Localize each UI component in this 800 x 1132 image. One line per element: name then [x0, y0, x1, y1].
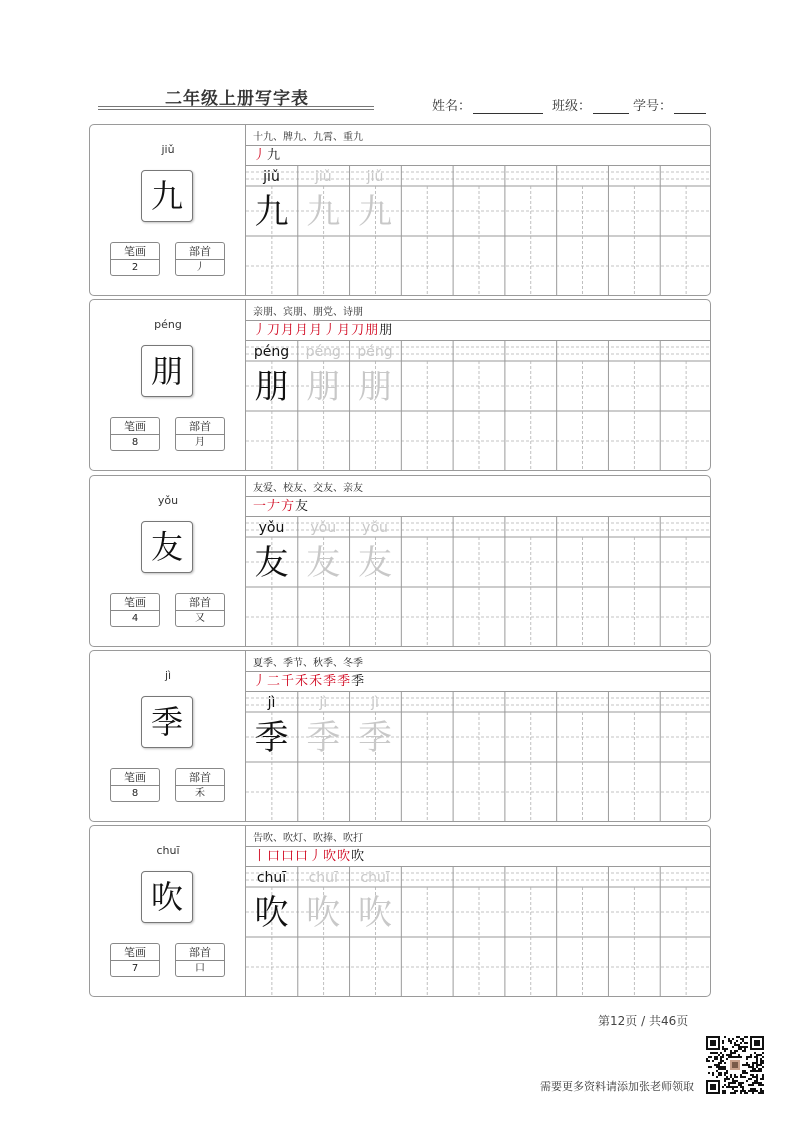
stroke-step: 口 — [281, 849, 296, 864]
stroke-step: 九 — [267, 148, 282, 163]
stroke-step: 一 — [253, 499, 268, 514]
qr-code-icon — [706, 1036, 764, 1094]
stroke-step: 季 — [351, 674, 366, 689]
stroke-step: 禾 — [295, 674, 310, 689]
grid-pinyin-trace: jì — [371, 695, 379, 711]
character-box — [141, 170, 193, 222]
name-field[interactable] — [432, 95, 543, 114]
grid-pinyin-trace: yǒu — [310, 520, 337, 536]
character-pinyin: chuī — [156, 844, 180, 857]
grid-character-trace: 友 — [358, 543, 393, 583]
stroke-count-value: 4 — [131, 613, 139, 624]
radical-value: 口 — [195, 963, 205, 974]
radical-value: 月 — [195, 437, 205, 448]
grid-pinyin-trace: chuī — [360, 870, 390, 886]
word-examples-row — [246, 476, 711, 497]
word-examples-row — [246, 651, 711, 672]
stroke-order-sequence — [253, 672, 365, 692]
radical-label: 部首 — [176, 594, 224, 611]
character-pinyin: péng — [154, 318, 182, 331]
radical-box — [175, 593, 225, 627]
stroke-count-value: 8 — [131, 788, 139, 799]
stroke-step: 朋 — [379, 323, 394, 338]
grid-pinyin: jiǔ — [263, 169, 280, 185]
stroke-step: 二 — [267, 674, 282, 689]
character-glyph: 友 — [150, 528, 183, 566]
radical-box — [175, 417, 225, 451]
character-info-panel — [90, 300, 246, 470]
stroke-step: 丿 — [253, 148, 268, 163]
character-pinyin: yǒu — [157, 494, 179, 507]
grid-pinyin-trace: chuī — [308, 870, 338, 886]
character-info-panel — [90, 651, 246, 821]
word-examples: 告吹、吹灯、吹捧、吹打 — [253, 833, 363, 844]
stroke-step: 𠂇 — [267, 499, 282, 514]
grid-pinyin-trace: péng — [357, 344, 393, 360]
stroke-count-box — [110, 943, 160, 977]
stroke-step: 朋 — [365, 323, 380, 338]
stroke-count-box — [110, 417, 160, 451]
character-card — [89, 299, 711, 471]
stroke-step: 丨 — [253, 849, 268, 864]
stroke-count-label: 笔画 — [111, 944, 159, 961]
radical-value: 禾 — [195, 788, 205, 799]
word-examples-row — [246, 125, 711, 146]
grid-pinyin: jì — [267, 695, 276, 711]
class-label: 班级： — [552, 99, 592, 114]
stroke-count-label: 笔画 — [111, 243, 159, 260]
radical-label: 部首 — [176, 944, 224, 961]
practice-panel — [246, 300, 711, 470]
grid-character-trace: 吹 — [306, 893, 341, 933]
writing-grid[interactable] — [246, 166, 711, 296]
grid-character: 季 — [254, 718, 289, 758]
stroke-step: 友 — [295, 499, 310, 514]
student-number-blank[interactable] — [674, 100, 706, 114]
page-title: 二年级上册写字表 — [165, 89, 309, 109]
character-box — [141, 871, 193, 923]
radical-label: 部首 — [176, 769, 224, 786]
character-card — [89, 650, 711, 822]
stroke-step: 月 — [281, 323, 296, 338]
radical-value: 丿 — [195, 262, 205, 273]
stroke-step: 月丿 — [309, 323, 338, 338]
stroke-count-label: 笔画 — [111, 769, 159, 786]
character-info-panel — [90, 826, 246, 996]
grid-character: 吹 — [254, 893, 289, 933]
radical-value: 又 — [195, 613, 205, 624]
grid-pinyin: chuī — [256, 870, 287, 886]
grid-character-trace: 九 — [358, 192, 393, 232]
grid-pinyin: péng — [253, 344, 290, 360]
writing-grid[interactable] — [246, 341, 711, 471]
character-card — [89, 124, 711, 296]
grid-character-trace: 友 — [306, 543, 341, 583]
word-examples: 友爱、校友、交友、亲友 — [253, 483, 363, 494]
radical-box — [175, 943, 225, 977]
student-number-field[interactable] — [633, 95, 706, 114]
stroke-order-sequence — [253, 321, 393, 341]
radical-box — [175, 242, 225, 276]
stroke-order-row — [246, 847, 711, 867]
character-glyph: 朋 — [150, 352, 183, 390]
grid-character: 友 — [254, 543, 289, 583]
stroke-step: 季 — [323, 674, 338, 689]
grid-character: 九 — [254, 192, 289, 232]
stroke-order-row — [246, 321, 711, 341]
stroke-count-label: 笔画 — [111, 594, 159, 611]
grid-character: 朋 — [254, 367, 289, 407]
character-pinyin: jiǔ — [161, 143, 175, 156]
stroke-step: 方 — [281, 499, 296, 514]
character-box — [141, 345, 193, 397]
character-card — [89, 825, 711, 997]
writing-grid[interactable] — [246, 517, 711, 647]
grid-character-trace: 朋 — [306, 367, 341, 407]
stroke-count-box — [110, 593, 160, 627]
radical-label: 部首 — [176, 418, 224, 435]
stroke-order-sequence — [253, 146, 281, 166]
stroke-count-value: 2 — [131, 262, 139, 273]
stroke-step: 吹 — [337, 849, 352, 864]
word-examples-row — [246, 826, 711, 847]
title-underline — [98, 106, 374, 107]
stroke-order-row — [246, 497, 711, 517]
grid-pinyin: yǒu — [258, 520, 285, 536]
stroke-step: 吹 — [323, 849, 338, 864]
footer-note: 需要更多资料请添加张老师领取 — [540, 1080, 694, 1093]
grid-character-trace: 九 — [306, 192, 341, 232]
stroke-step: 千 — [281, 674, 296, 689]
stroke-step: 月刀 — [337, 323, 366, 338]
word-examples: 十九、牌九、九霄、重九 — [253, 132, 363, 143]
grid-pinyin-trace: péng — [305, 344, 341, 360]
stroke-step: 丿 — [253, 674, 268, 689]
stroke-order-sequence — [253, 847, 365, 867]
grid-character-trace: 吹 — [358, 893, 393, 933]
grid-pinyin-trace: jiǔ — [314, 169, 332, 185]
grid-pinyin-trace: yǒu — [362, 520, 388, 536]
grid-pinyin-trace: jì — [319, 695, 328, 711]
class-blank[interactable] — [593, 100, 629, 114]
name-blank[interactable] — [473, 100, 543, 114]
stroke-step: 口丿 — [295, 849, 324, 864]
student-number-label: 学号： — [633, 99, 673, 114]
stroke-step: 禾 — [309, 674, 324, 689]
stroke-order-row — [246, 146, 711, 166]
stroke-count-label: 笔画 — [111, 418, 159, 435]
grid-pinyin-trace: jiǔ — [366, 169, 384, 185]
character-info-panel — [90, 125, 246, 295]
stroke-count-box — [110, 768, 160, 802]
practice-panel — [246, 651, 711, 821]
name-label: 姓名： — [432, 99, 472, 114]
grid-character-trace: 朋 — [358, 367, 393, 407]
character-glyph: 季 — [150, 703, 183, 741]
stroke-step: 月 — [295, 323, 310, 338]
practice-panel — [246, 826, 711, 996]
character-card — [89, 475, 711, 647]
title-underline-2 — [98, 109, 374, 110]
word-examples: 亲朋、宾朋、朋党、诗朋 — [253, 307, 363, 318]
word-examples-row — [246, 300, 711, 321]
stroke-count-value: 8 — [131, 437, 139, 448]
writing-grid[interactable] — [246, 692, 711, 822]
practice-panel — [246, 476, 711, 646]
radical-box — [175, 768, 225, 802]
stroke-step: 丿 — [253, 323, 268, 338]
stroke-step: 口 — [267, 849, 282, 864]
character-glyph: 九 — [150, 177, 183, 215]
character-pinyin: jì — [164, 669, 172, 682]
stroke-count-value: 7 — [131, 963, 139, 974]
class-field[interactable] — [552, 95, 629, 114]
character-glyph: 吹 — [150, 878, 183, 916]
stroke-step: 吹 — [351, 849, 366, 864]
character-box — [141, 696, 193, 748]
stroke-count-box — [110, 242, 160, 276]
writing-grid[interactable] — [246, 867, 711, 997]
grid-character-trace: 季 — [306, 718, 341, 758]
practice-panel — [246, 125, 711, 295]
stroke-step: 刀 — [267, 323, 282, 338]
character-info-panel — [90, 476, 246, 646]
radical-label: 部首 — [176, 243, 224, 260]
stroke-step: 季 — [337, 674, 352, 689]
character-box — [141, 521, 193, 573]
stroke-order-row — [246, 672, 711, 692]
stroke-order-sequence — [253, 497, 309, 517]
page-number: 第12页 / 共46页 — [598, 1014, 689, 1028]
word-examples: 夏季、季节、秋季、冬季 — [253, 658, 363, 669]
grid-character-trace: 季 — [358, 718, 393, 758]
